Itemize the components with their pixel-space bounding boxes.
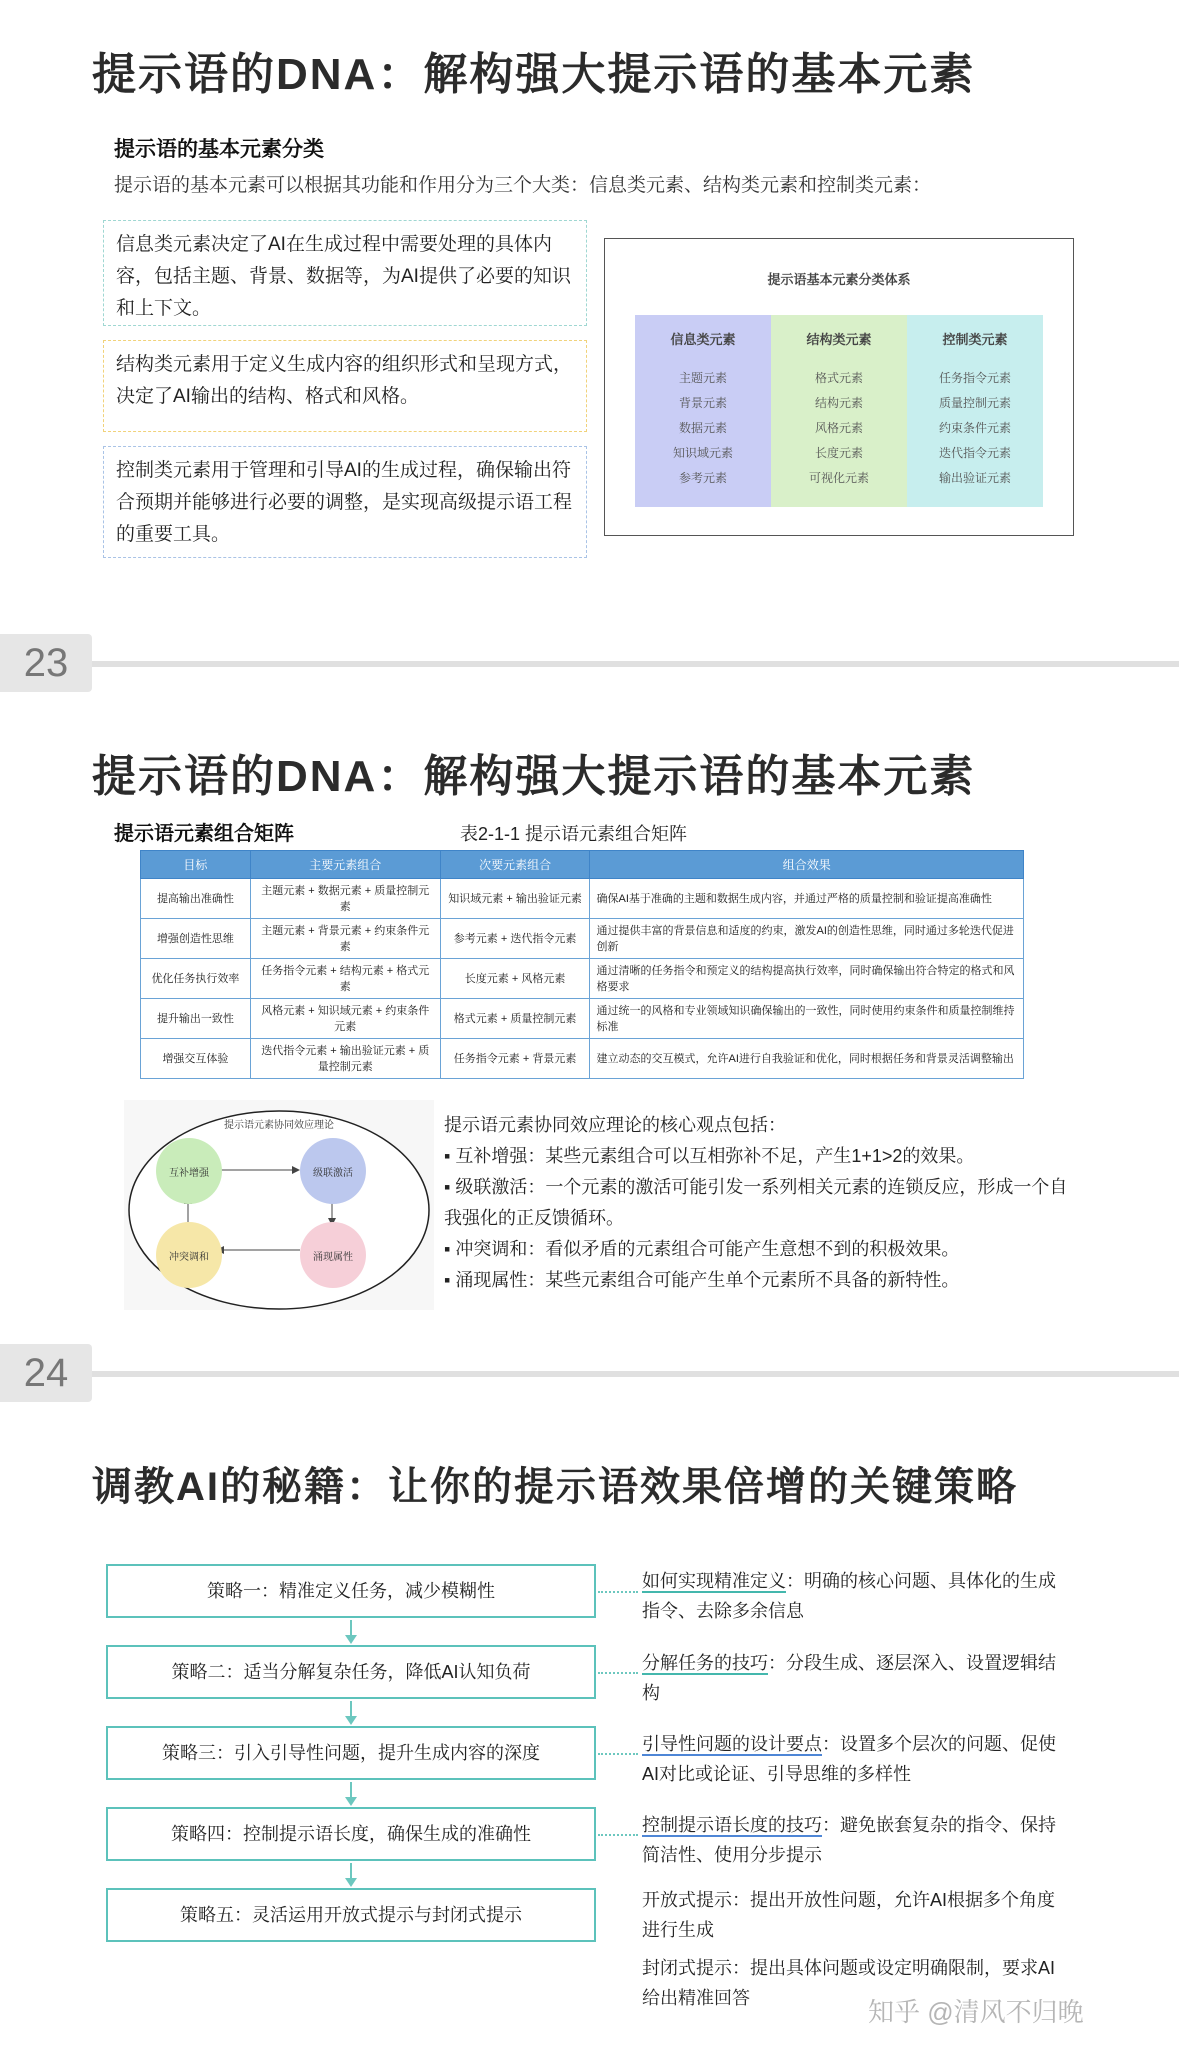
table-cell: 确保AI基于准确的主题和数据生成内容，并通过严格的质量控制和验证提高准确性 [590,879,1024,919]
emergent-node: 涌现属性 [300,1222,366,1288]
closed-prompt-note: 封闭式提示：提出具体问题或设定明确限制，要求AI给出精准回答 [642,1958,1056,2008]
table-cell: 风格元素 + 知识域元素 + 约束条件元素 [250,999,440,1039]
down-arrow [350,1620,352,1642]
column-item: 输出验证元素 [938,471,1011,485]
down-arrow [350,1782,352,1804]
info-element-text: 信息类元素决定了AI在生成过程中需要处理的具体内容，包括主题、背景、数据等，为AI提供了必要的知识和上下文。 [116,234,571,319]
column-item: 长度元素 [814,446,863,460]
column-item: 质量控制元素 [938,396,1011,410]
control-column-head: 控制类元素 [942,332,1008,347]
down-arrow [350,1863,352,1885]
table-cell: 通过统一的风格和专业领域知识确保输出的一致性，同时使用约束条件和质量控制维持标准 [590,999,1024,1039]
page-divider [92,661,1179,667]
section1-title: 提示语的DNA：解构强大提示语的基本元素 [92,50,976,99]
complementary-node: 互补增强 [156,1138,222,1204]
table-cell: 迭代指令元素 + 输出验证元素 + 质量控制元素 [250,1039,440,1079]
table-cell: 主题元素 + 数据元素 + 质量控制元素 [250,879,440,919]
cascade-node: 级联激活 [300,1138,366,1204]
table-cell: 格式元素 + 质量控制元素 [440,999,590,1039]
column-item: 格式元素 [814,371,863,385]
section1-intro: 提示语的基本元素可以根据其功能和作用分为三个大类：信息类元素、结构类元素和控制类元素： [114,175,932,196]
table-caption: 表2-1-1 提示语元素组合矩阵 [460,824,688,844]
table-header: 组合效果 [590,851,1024,879]
table-cell: 增强交互体验 [141,1039,251,1079]
table-cell: 优化任务执行效率 [141,959,251,999]
classification-diagram [604,238,1074,536]
info-element-box [103,220,587,326]
strategy-note [642,1648,1062,1708]
table-cell: 提高输出准确性 [141,879,251,919]
table-cell: 参考元素 + 迭代指令元素 [440,919,590,959]
dotted-connector [598,1591,638,1593]
open-prompt-note: 开放式提示：提出开放性问题，允许AI根据多个角度进行生成 [642,1890,1056,1940]
table-cell: 通过清晰的任务指令和预定义的结构提高执行效率，同时确保输出符合特定的格式和风格要求 [590,959,1024,999]
column-item: 可视化元素 [808,471,869,485]
table-row [141,879,1024,919]
column-item: 迭代指令元素 [938,446,1011,460]
note-key: 分解任务的技巧 [642,1653,768,1673]
classification-diagram-title: 提示语基本元素分类体系 [767,272,911,287]
note-rest: ：设置多个层次的问题、促使AI对比或论证、引导思维的多样性 [642,1734,1056,1784]
structure-column-head: 结构类元素 [806,332,872,347]
point-item: ▪ 涌现属性：某些元素组合可能产生单个元素所不具备的新特性。 [444,1270,960,1290]
dotted-connector [598,1672,638,1674]
strategy-note [642,1566,1062,1626]
strategy-note [642,1810,1062,1870]
strategy-box: 策略四：控制提示语长度，确保生成的准确性 [106,1807,596,1861]
points-intro: 提示语元素协同效应理论的核心观点包括： [444,1115,786,1135]
column-item: 知识域元素 [672,446,733,460]
strategy-box: 策略五：灵活运用开放式提示与封闭式提示 [106,1888,596,1942]
strategy-box: 策略二：适当分解复杂任务，降低AI认知负荷 [106,1645,596,1699]
structure-element-text: 结构类元素用于定义生成内容的组织形式和呈现方式，决定了AI输出的结构、格式和风格。 [116,354,573,407]
point-item: ▪ 冲突调和：看似矛盾的元素组合可能产生意想不到的积极效果。 [444,1239,960,1259]
table-cell: 任务指令元素 + 结构元素 + 格式元素 [250,959,440,999]
strategy-box: 策略一：精准定义任务，减少模糊性 [106,1564,596,1618]
column-item: 背景元素 [678,396,727,410]
table-header: 目标 [141,851,251,879]
note-rest: ：明确的核心问题、具体化的生成指令、去除多余信息 [642,1571,1056,1621]
column-item: 任务指令元素 [938,371,1011,385]
page-number: 24 [0,1344,92,1402]
table-row [141,919,1024,959]
column-item: 结构元素 [814,396,863,410]
column-item: 参考元素 [678,471,727,485]
dotted-connector [598,1834,638,1836]
table-cell: 主题元素 + 背景元素 + 约束条件元素 [250,919,440,959]
dotted-connector [598,1753,638,1755]
control-element-text: 控制类元素用于管理和引导AI的生成过程，确保输出符合预期并能够进行必要的调整，是实现高级提示语工程的重要工具。 [116,460,573,545]
table-cell: 知识域元素 + 输出验证元素 [440,879,590,919]
note-rest: ：分段生成、逐层深入、设置逻辑结构 [642,1653,1056,1703]
table-header: 次要元素组合 [440,851,590,879]
strategy-note [642,1729,1062,1789]
synergy-diagram [124,1100,434,1310]
note-rest: ：避免嵌套复杂的指令、保持简洁性、使用分步提示 [642,1815,1056,1865]
table-cell: 通过提供丰富的背景信息和适度的约束，激发AI的创造性思维，同时通过多轮迭代促进创新 [590,919,1024,959]
table-cell: 增强创造性思维 [141,919,251,959]
table-header: 主要元素组合 [250,851,440,879]
section2-subhead: 提示语元素组合矩阵 [114,823,294,845]
control-element-box [103,446,587,558]
table-cell: 提升输出一致性 [141,999,251,1039]
control-column [907,315,1043,507]
point-item: ▪ 级联激活：一个元素的激活可能引发一系列相关元素的连锁反应，形成一个自我强化的正反馈循环。 [444,1177,1068,1228]
element-matrix-table [140,850,1024,1079]
conflict-node: 冲突调和 [156,1222,222,1288]
table-cell: 建立动态的交互模式，允许AI进行自我验证和优化，同时根据任务和背景灵活调整输出 [590,1039,1024,1079]
down-arrow [350,1701,352,1723]
point-item: ▪ 互补增强：某些元素组合可以互相弥补不足，产生1+1>2的效果。 [444,1146,975,1166]
section3-title: 调教AI的秘籍：让你的提示语效果倍增的关键策略 [92,1465,1018,1509]
synergy-title: 提示语元素协同效应理论 [224,1120,334,1131]
table-row [141,1039,1024,1079]
synergy-points [444,1110,1076,1296]
table-row [141,999,1024,1039]
structure-element-box [103,340,587,432]
strategy-box: 策略三：引入引导性问题，提升生成内容的深度 [106,1726,596,1780]
page-number: 23 [0,634,92,692]
column-item: 风格元素 [814,421,863,435]
info-column [635,315,771,507]
table-cell: 任务指令元素 + 背景元素 [440,1039,590,1079]
section1-subhead: 提示语的基本元素分类 [114,138,324,161]
note-key: 如何实现精准定义 [642,1571,786,1591]
structure-column [771,315,907,507]
note-key: 引导性问题的设计要点 [642,1734,822,1754]
info-column-head: 信息类元素 [670,332,736,347]
table-cell: 长度元素 + 风格元素 [440,959,590,999]
column-item: 约束条件元素 [938,421,1011,435]
note-key: 控制提示语长度的技巧 [642,1815,822,1835]
page-divider [92,1371,1179,1377]
watermark: 知乎 @清风不归晚 [868,1997,1084,2027]
section2-title: 提示语的DNA：解构强大提示语的基本元素 [92,752,976,801]
column-item: 主题元素 [678,371,727,385]
table-row [141,959,1024,999]
column-item: 数据元素 [678,421,727,435]
